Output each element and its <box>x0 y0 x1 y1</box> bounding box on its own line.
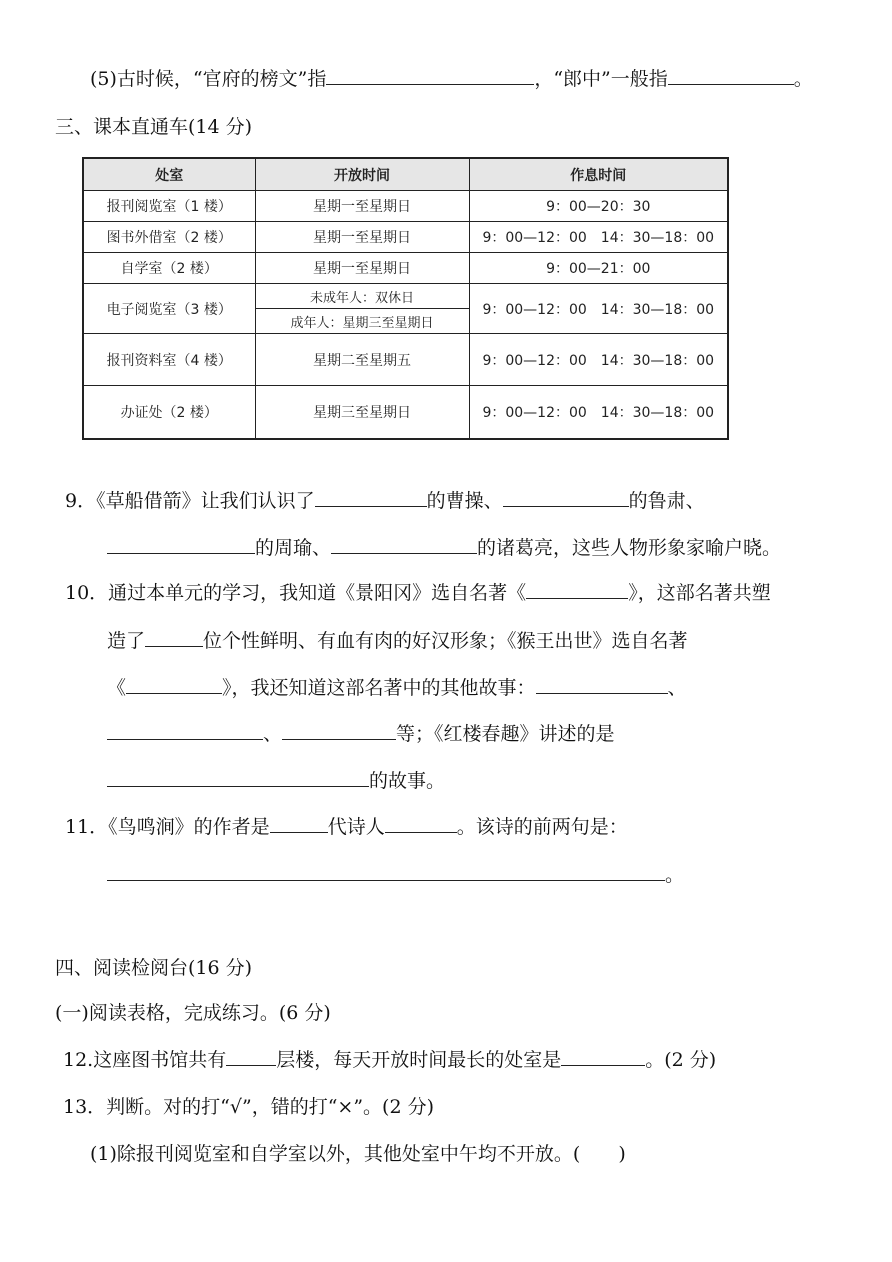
answer-blank[interactable] <box>107 768 369 787</box>
table-row <box>83 386 728 439</box>
q10-text: 位个性鲜明、有血有肉的好汉形象；《猴王出世》选自名著 <box>203 630 688 652</box>
hours-cell: 9：00—12：00 14：30—18：00 <box>469 334 728 386</box>
answer-blank[interactable] <box>107 721 263 740</box>
q9-text: 的诸葛亮，这些人物形象家喻户晓。 <box>477 537 782 559</box>
q11-text: 11．《鸟鸣涧》的作者是 <box>65 816 270 838</box>
open-days-cell: 星期一至星期日 <box>255 253 469 284</box>
answer-blank[interactable] <box>107 862 665 881</box>
table-row <box>83 253 728 284</box>
open-days-cell: 成年人：星期三至星期日 <box>255 309 469 334</box>
part-1-title: (一)阅读表格，完成练习。(6 分) <box>55 1002 331 1024</box>
table-row <box>83 334 728 386</box>
answer-blank[interactable] <box>326 66 534 85</box>
question-11-line-1 <box>65 814 628 840</box>
table-row <box>83 191 728 222</box>
q10-text: 《 <box>107 677 127 699</box>
open-days-cell: 星期三至星期日 <box>255 386 469 439</box>
q10-text: 等；《红楼春趣》讲述的是 <box>396 723 615 745</box>
question-9-line-2 <box>107 535 781 561</box>
answer-blank[interactable] <box>315 488 427 507</box>
question-9-line-1 <box>65 488 705 514</box>
room-cell: 图书外借室（2 楼） <box>83 222 255 253</box>
room-cell: 自学室（2 楼） <box>83 253 255 284</box>
question-10-line-1 <box>65 580 771 606</box>
q10-text: 造了 <box>107 630 146 652</box>
question-10-line-4 <box>107 721 615 747</box>
q11-text: 代诗人 <box>327 816 385 838</box>
q5-prefix: (5)古时候，“官府的榜文”指 <box>90 68 327 90</box>
table-row <box>83 284 728 309</box>
q9-text: 的曹操、 <box>426 490 503 512</box>
hours-cell: 9：00—12：00 14：30—18：00 <box>469 284 728 334</box>
q11-text: 。该诗的前两句是： <box>456 816 628 838</box>
q9-text: 的周瑜、 <box>255 537 332 559</box>
q10-text: 》，我还知道这部名著中的其他故事： <box>222 677 536 699</box>
answer-blank[interactable] <box>226 1047 276 1066</box>
hours-cell: 9：00—12：00 14：30—18：00 <box>469 386 728 439</box>
q9-text: 的鲁肃、 <box>628 490 705 512</box>
column-header: 作息时间 <box>469 158 728 191</box>
question-10-line-5 <box>107 768 445 794</box>
answer-blank[interactable] <box>526 580 628 599</box>
section-4-title: 四、阅读检阅台(16 分) <box>55 957 253 979</box>
hours-cell: 9：00—20：30 <box>469 191 728 222</box>
room-cell: 电子阅览室（3 楼） <box>83 284 255 334</box>
question-13-item-1: (1)除报刊阅览室和自学室以外，其他处室中午均不开放。( ) <box>90 1143 626 1165</box>
section-3-title: 三、课本直通车(14 分) <box>55 116 253 138</box>
column-header: 处室 <box>83 158 255 191</box>
table-row <box>83 222 728 253</box>
answer-blank[interactable] <box>107 535 255 554</box>
q12-text: 12.这座图书馆共有 <box>63 1049 227 1071</box>
answer-blank[interactable] <box>536 675 668 694</box>
answer-blank[interactable] <box>282 721 396 740</box>
room-cell: 办证处（2 楼） <box>83 386 255 439</box>
hours-cell: 9：00—21：00 <box>469 253 728 284</box>
answer-blank[interactable] <box>331 535 477 554</box>
open-days-cell: 星期一至星期日 <box>255 191 469 222</box>
question-12-line <box>63 1047 716 1073</box>
q10-text: 的故事。 <box>369 770 446 792</box>
room-cell: 报刊资料室（4 楼） <box>83 334 255 386</box>
q5-middle: ，“郎中”一般指 <box>534 68 668 90</box>
question-5-line <box>90 66 813 92</box>
library-schedule-table <box>82 157 729 440</box>
question-10-line-2 <box>107 628 688 654</box>
q10-text: 10．通过本单元的学习，我知道《景阳冈》选自名著《 <box>65 582 527 604</box>
q5-suffix: 。 <box>793 68 813 90</box>
answer-blank[interactable] <box>126 675 222 694</box>
question-13-line: 13．判断。对的打“√”，错的打“×”。(2 分) <box>63 1096 435 1118</box>
q12-text: 。(2 分) <box>645 1049 717 1071</box>
question-11-line-2 <box>107 862 684 888</box>
answer-blank[interactable] <box>385 814 457 833</box>
answer-blank[interactable] <box>503 488 629 507</box>
answer-blank[interactable] <box>270 814 328 833</box>
hours-cell: 9：00—12：00 14：30—18：00 <box>469 222 728 253</box>
q11-text: 。 <box>665 864 685 886</box>
answer-blank[interactable] <box>668 66 794 85</box>
answer-blank[interactable] <box>145 628 203 647</box>
answer-blank[interactable] <box>561 1047 645 1066</box>
q10-text: 、 <box>263 723 283 745</box>
table-header-row <box>83 158 728 191</box>
q10-text: 、 <box>667 677 687 699</box>
column-header: 开放时间 <box>255 158 469 191</box>
q10-text: 》，这部名著共塑 <box>628 582 771 604</box>
room-cell: 报刊阅览室（1 楼） <box>83 191 255 222</box>
open-days-cell: 未成年人：双休日 <box>255 284 469 309</box>
open-days-cell: 星期二至星期五 <box>255 334 469 386</box>
open-days-cell: 星期一至星期日 <box>255 222 469 253</box>
q9-text: 9．《草船借箭》让我们认识了 <box>65 490 315 512</box>
question-10-line-3 <box>107 675 687 701</box>
q12-text: 层楼，每天开放时间最长的处室是 <box>276 1049 562 1071</box>
